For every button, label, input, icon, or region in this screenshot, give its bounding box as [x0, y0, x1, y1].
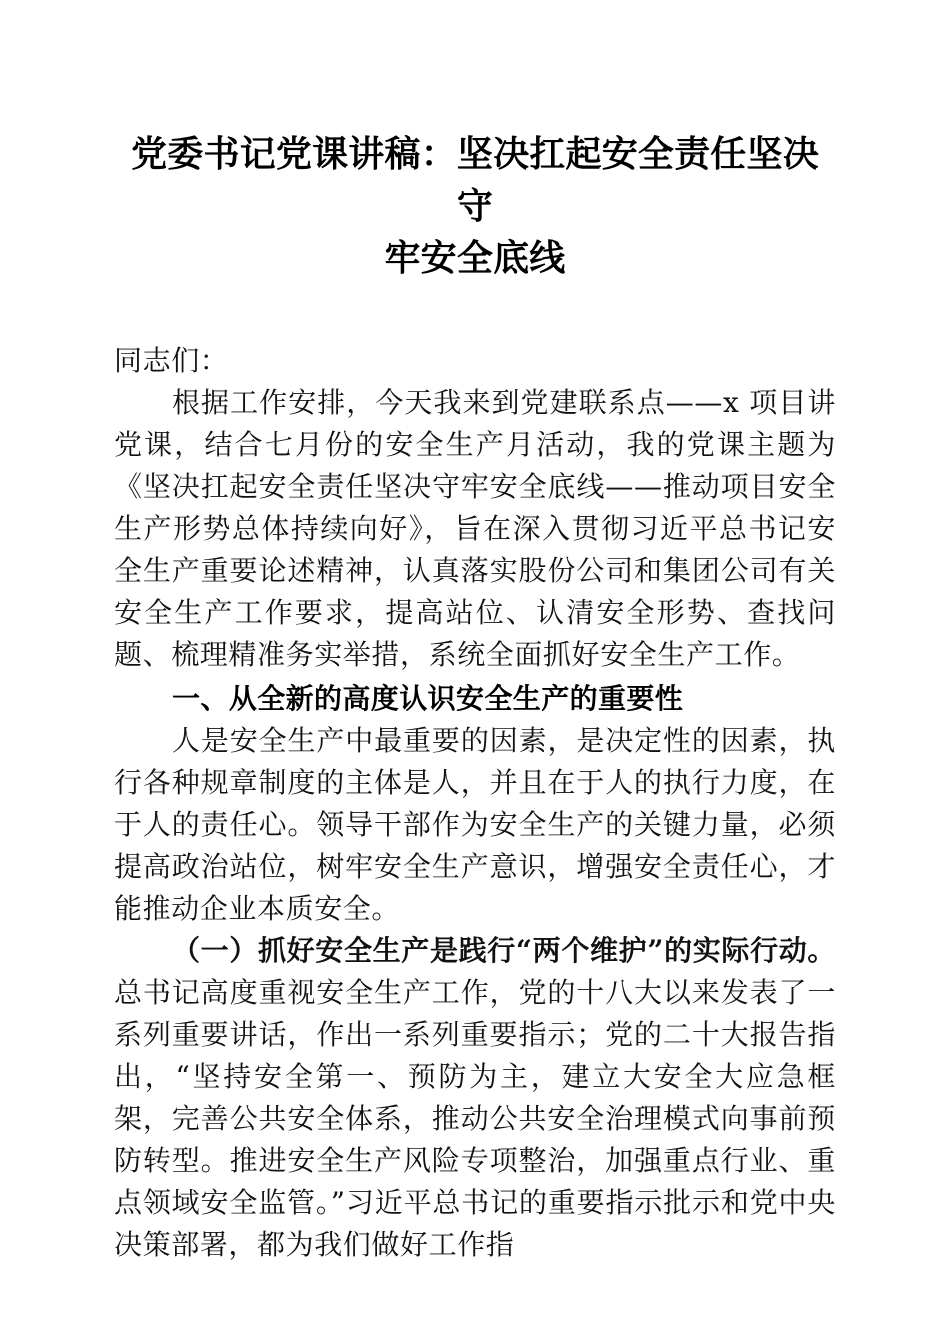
subsection-1-lead: （一）抓好安全生产是践行“两个维护”的实际行动。 — [172, 934, 836, 967]
page-title — [114, 0, 836, 284]
subsection-1-paragraph — [114, 930, 836, 1266]
subsection-1-body: 总书记高度重视安全生产工作，党的十八大以来发表了一系列重要讲话，作出一系列重要指示；党的二十大报告指出，“坚持安全第一、预防为主，建立大安全大应急框架，完善公共安全体系，推动公共安全治理模式向事前预防转型。推进安全生产风险专项整治，加强重点行业、重点领域安全监管。”习近平总书记的重要指示批示和党中央决策部署，都为我们做好工作指 — [114, 976, 836, 1261]
document-content — [114, 0, 836, 1266]
section-heading-1: 一、从全新的高度认识安全生产的重要性 — [172, 683, 684, 714]
page-title-line-2: 牢安全底线 — [384, 237, 566, 279]
opening-paragraph: 根据工作安排，今天我来到党建联系点——x 项目讲党课，结合七月份的安全生产月活动，我的党课主题为《坚决扛起安全责任坚决守牢安全底线——推动项目安全生产形势总体持续向好》，旨在深入贯彻习近平总书记安全生产重要论述精神，认真落实股份公司和集团公司有关安全生产工作要求，提高站位、认清安全形势、查找问题、梳理精准务实举措，系统全面抓好安全生产工作。 — [114, 386, 836, 671]
salutation: 同志们： — [114, 344, 229, 377]
section-1-paragraph: 人是安全生产中最重要的因素，是决定性的因素，执行各种规章制度的主体是人，并且在于人的执行力度，在于人的责任心。领导干部作为安全生产的关键力量，必须提高政治站位，树牢安全生产意识，增强安全责任心，才能推动企业本质安全。 — [114, 724, 836, 925]
page-title-line-1: 党委书记党课讲稿：坚决扛起安全责任坚决守 — [131, 133, 819, 227]
